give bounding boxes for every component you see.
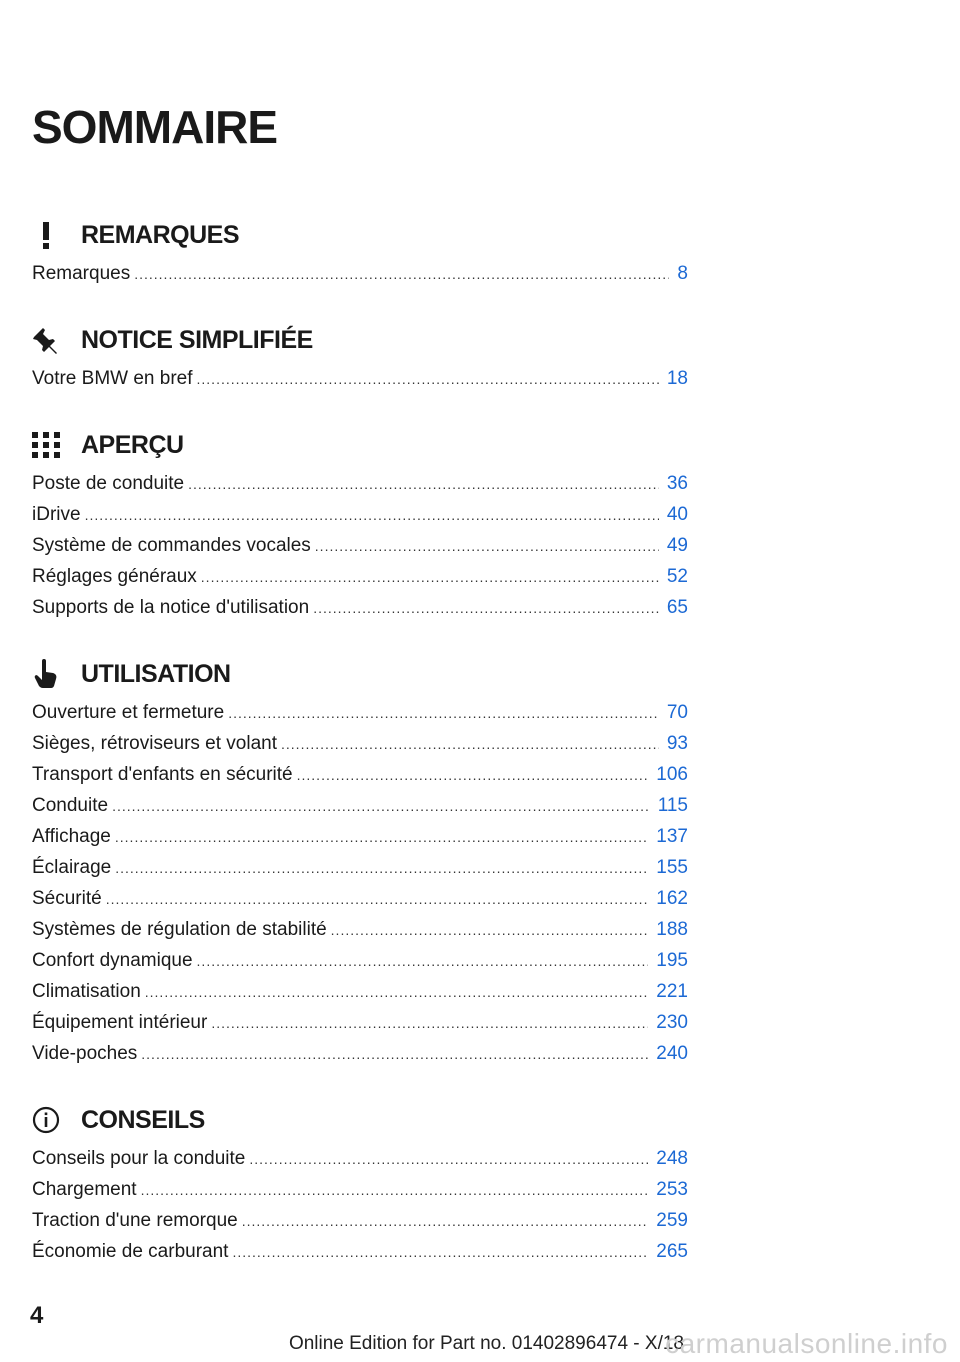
toc-entry-page-link[interactable]: 188 <box>656 919 688 940</box>
toc-entry-page-link[interactable]: 49 <box>666 535 688 556</box>
toc-entry-page-link[interactable]: 36 <box>666 473 688 494</box>
table-of-contents <box>32 212 688 1295</box>
toc-entry-label: Ouverture et fermeture <box>32 702 225 723</box>
section-title: REMARQUES <box>81 220 240 249</box>
toc-entry-page-link[interactable]: 52 <box>666 566 688 587</box>
toc-entry-label: Confort dynamique <box>32 950 193 971</box>
dot-leader <box>281 729 659 760</box>
toc-entry-label: Vide-poches <box>32 1043 138 1064</box>
toc-entry[interactable] <box>32 883 688 914</box>
info-circle-icon <box>28 1104 64 1136</box>
toc-entry[interactable] <box>32 592 688 623</box>
toc-entry[interactable] <box>32 697 688 728</box>
toc-entry[interactable] <box>32 561 688 592</box>
toc-entry-page-link[interactable]: 8 <box>677 263 688 284</box>
dot-leader <box>242 1206 649 1237</box>
exclamation-icon <box>28 219 64 251</box>
section-title: UTILISATION <box>81 659 231 688</box>
dot-leader <box>115 822 648 853</box>
footer-edition: Online Edition for Part no. 01402896474 - X/18 <box>288 1333 684 1354</box>
dot-leader <box>85 500 659 531</box>
dot-leader <box>313 593 659 624</box>
toc-entry-label: Transport d'enfants en sécurité <box>32 764 293 785</box>
dot-leader <box>145 977 649 1008</box>
toc-entry-page-link[interactable]: 155 <box>656 857 688 878</box>
toc-section <box>32 651 688 1069</box>
toc-section <box>32 1097 688 1267</box>
dot-leader <box>201 562 659 593</box>
toc-entry-page-link[interactable]: 18 <box>666 368 688 389</box>
dot-leader <box>197 364 659 395</box>
toc-entry[interactable] <box>32 1038 688 1069</box>
watermark: carmanualsonline.info <box>665 1328 948 1359</box>
toc-entry[interactable] <box>32 821 688 852</box>
section-header <box>32 1097 688 1143</box>
toc-entry-label: Économie de carburant <box>32 1241 229 1262</box>
section-header <box>32 212 688 258</box>
toc-entry[interactable] <box>32 468 688 499</box>
hand-pointer-icon <box>28 658 64 690</box>
section-header <box>32 651 688 697</box>
toc-entry-label: Sièges, rétroviseurs et volant <box>32 733 278 754</box>
toc-entry[interactable] <box>32 852 688 883</box>
toc-entry[interactable] <box>32 530 688 561</box>
section-title: NOTICE SIMPLIFIÉE <box>81 325 313 354</box>
toc-entry-page-link[interactable]: 65 <box>666 597 688 618</box>
toc-entry-page-link[interactable]: 248 <box>656 1148 688 1169</box>
dot-leader <box>106 884 649 915</box>
toc-entry-label: Sécurité <box>32 888 102 909</box>
toc-entry-label: Systèmes de régulation de stabilité <box>32 919 327 940</box>
dot-leader <box>228 698 659 729</box>
toc-entry[interactable] <box>32 914 688 945</box>
toc-entry-label: Affichage <box>32 826 111 847</box>
page-number: 4 <box>30 1302 44 1329</box>
toc-entry[interactable] <box>32 790 688 821</box>
toc-entry-page-link[interactable]: 195 <box>656 950 688 971</box>
toc-entry-page-link[interactable]: 70 <box>666 702 688 723</box>
toc-entry-page-link[interactable]: 115 <box>657 795 688 816</box>
section-title: APERÇU <box>81 430 184 459</box>
section-header <box>32 317 688 363</box>
toc-section <box>32 212 688 289</box>
toc-entry[interactable] <box>32 1205 688 1236</box>
toc-entry[interactable] <box>32 258 688 289</box>
toc-entry-label: iDrive <box>32 504 81 525</box>
toc-entry-label: Traction d'une remorque <box>32 1210 238 1231</box>
dot-leader <box>115 853 648 884</box>
toc-entry-label: Poste de conduite <box>32 473 185 494</box>
toc-entry-page-link[interactable]: 230 <box>656 1012 688 1033</box>
toc-entry[interactable] <box>32 1174 688 1205</box>
toc-entry-label: Éclairage <box>32 857 112 878</box>
toc-entry-label: Conseils pour la conduite <box>32 1148 246 1169</box>
dot-leader <box>315 531 659 562</box>
toc-entry-label: Réglages généraux <box>32 566 197 587</box>
dot-leader <box>134 259 669 290</box>
toc-entry-page-link[interactable]: 106 <box>656 764 688 785</box>
grid-icon <box>28 429 64 461</box>
toc-entry-label: Votre BMW en bref <box>32 368 193 389</box>
toc-entry-label: Conduite <box>32 795 109 816</box>
toc-entry-label: Système de commandes vocales <box>32 535 311 556</box>
toc-entry[interactable] <box>32 945 688 976</box>
dot-leader <box>297 760 649 791</box>
dot-leader <box>197 946 649 977</box>
toc-entry[interactable] <box>32 759 688 790</box>
toc-entry-label: Climatisation <box>32 981 141 1002</box>
toc-section <box>32 317 688 394</box>
dot-leader <box>249 1144 648 1175</box>
dot-leader <box>211 1008 648 1039</box>
pin-icon <box>28 324 64 356</box>
toc-entry-page-link[interactable]: 221 <box>656 981 688 1002</box>
section-title: CONSEILS <box>81 1105 205 1134</box>
toc-entry-label: Supports de la notice d'utilisation <box>32 597 310 618</box>
dot-leader <box>141 1039 648 1070</box>
toc-entry[interactable] <box>32 363 688 394</box>
toc-entry-page-link[interactable]: 259 <box>656 1210 688 1231</box>
dot-leader <box>188 469 659 500</box>
toc-entry-page-link[interactable]: 265 <box>656 1241 688 1262</box>
toc-entry[interactable] <box>32 728 688 759</box>
toc-entry-label: Équipement intérieur <box>32 1012 208 1033</box>
dot-leader <box>331 915 649 946</box>
dot-leader <box>112 791 650 822</box>
toc-entry-label: Remarques <box>32 263 131 284</box>
dot-leader <box>141 1175 649 1206</box>
section-header <box>32 422 688 468</box>
page-title: SOMMAIRE <box>32 101 277 153</box>
toc-entry-page-link[interactable]: 93 <box>666 733 688 754</box>
toc-entry-label: Chargement <box>32 1179 137 1200</box>
toc-section <box>32 422 688 623</box>
toc-entry[interactable] <box>32 1007 688 1038</box>
toc-entry-page-link[interactable]: 137 <box>656 826 688 847</box>
toc-entry-page-link[interactable]: 253 <box>656 1179 688 1200</box>
toc-entry-page-link[interactable]: 40 <box>666 504 688 525</box>
toc-entry[interactable] <box>32 1143 688 1174</box>
toc-entry[interactable] <box>32 976 688 1007</box>
dot-leader <box>232 1237 648 1268</box>
toc-entry-page-link[interactable]: 240 <box>656 1043 688 1064</box>
toc-entry[interactable] <box>32 1236 688 1267</box>
toc-entry-page-link[interactable]: 162 <box>656 888 688 909</box>
toc-entry[interactable] <box>32 499 688 530</box>
